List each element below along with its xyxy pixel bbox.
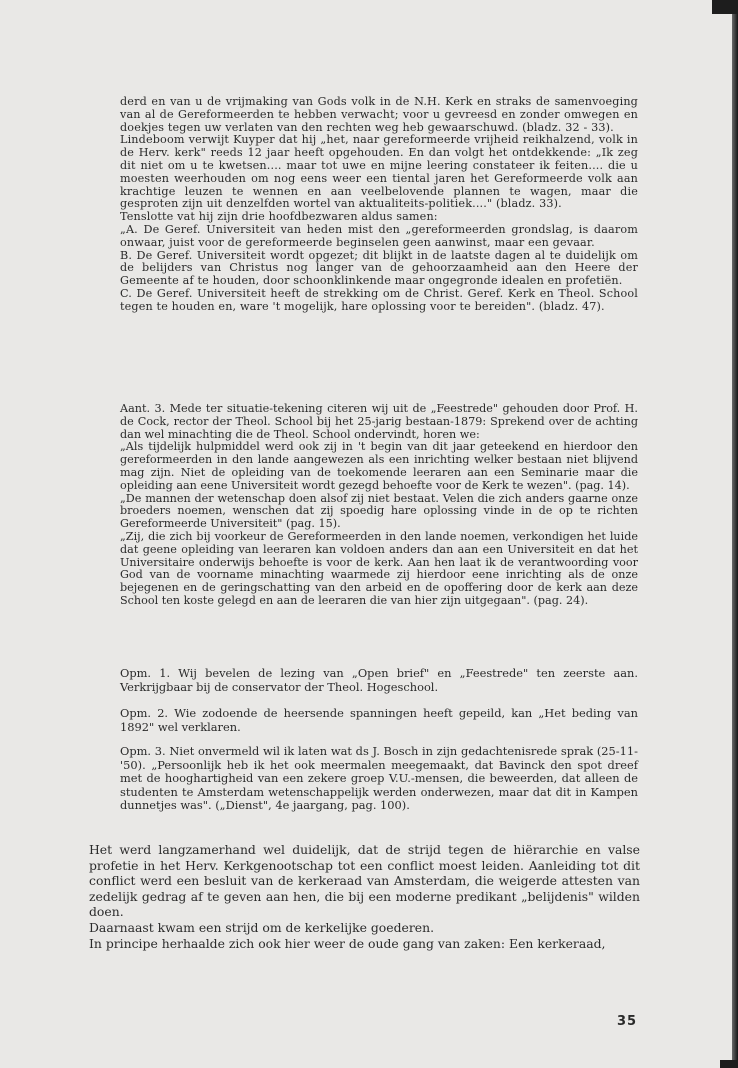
note-opm-1: Opm. 1. Wij bevelen de lezing van „Open brief" en „Feestrede" ten zeerste aan. Verkrijgbaar bij de conservator der Theol. Hogeschool.: [120, 666, 638, 694]
main-body-text: [89, 842, 640, 951]
scan-corner-bottom: [720, 1060, 738, 1068]
paragraph: „A. De Geref. Universiteit van heden mist den „gereformeerden grondslag, is daarom onwaar, juist voor de gereformeerde beginselen geen aanwinst, maar een gevaar.: [120, 222, 638, 249]
page-number: 35: [617, 1014, 638, 1029]
note-opm-2: Opm. 2. Wie zodoende de heersende spanningen heeft gepeild, kan „Het beding van 1892" wel verklaren.: [120, 706, 638, 734]
paragraph: C. De Geref. Universiteit heeft de strekking om de Christ. Geref. Kerk en Theol. School tegen te houden en, ware 't mogelijk, hare oplossing voor te bereiden". (bladz. 47).: [120, 286, 638, 313]
page-edge-shadow: [732, 0, 738, 1068]
paragraph: In principe herhaalde zich ook hier weer de oude gang van zaken: Een kerkeraad,: [89, 935, 606, 951]
paragraph: Het werd langzamerhand wel duidelijk, dat de strijd tegen de hiërarchie en valse profetie in het Herv. Kerkgenootschap tot een conflict moest leiden. Aanleiding tot dit conflict werd een besluit van de kerkeraad van Amsterdam, die weigerde attesten van zedelijk gedrag af te geven aan hen, die bij een moderne predikant „belijdenis" wilden doen.: [89, 842, 640, 920]
paragraph: B. De Geref. Universiteit wordt opgezet; dit blijkt in de laatste dagen al te duidelijk om de belijders van Christus nog langer van de gehoorzaamheid aan den Heere der Gemeente af te houden, door schoonklinkende maar ongegronde idealen en profetiën.: [120, 248, 638, 288]
paragraph: Daarnaast kwam een strijd om de kerkelijke goederen.: [89, 919, 435, 935]
paragraph: Tenslotte vat hij zijn drie hoofdbezwaren aldus samen:: [120, 210, 438, 224]
paragraph: „Zij, die zich bij voorkeur de Gereformeerden in den lande noemen, verkondigen het luide dat geene opleiding van leeraren kan voldoen anders dan aan een Universiteit en dat het Universitaire onderwijs behoefte is voor de kerk. Aan hen laat ik de verantwoording voor God van de voorname minachting waarmede zij hierdoor eene inrichting als de onze bejegenen en de geringschatting van den arbeid en de opoffering door de kerk aan deze School ten koste gelegd en aan de leeraren die van hier zijn uitgegaan". (pag. 24).: [120, 529, 638, 607]
quoted-block-lindeboom: [120, 96, 638, 314]
scan-corner-top: [712, 0, 738, 14]
paragraph: Lindeboom verwijt Kuyper dat hij „het, naar gereformeerde vrijheid reikhalzend, volk in de Herv. kerk" reeds 12 jaar heeft opgehouden. En dan volgt het ontdekkende: „Ik zeg dit niet om u te kwetsen.... maar tot uwe en mijne leering constateer ik feiten.... die u moesten weerhouden om nog eens weer een tiental jaren het Gereformeerde volk aan krachtige leuzen te wennen en aan veelbelovende plannen te wagen, maar die gesproten zijn uit denzelfden wortel van aktualiteits-politiek...." (bladz. 33).: [120, 133, 638, 211]
paragraph: „Als tijdelijk hulpmiddel werd ook zij in 't begin van dit jaar geteekend en hierdoor den gereformeerden in den lande aangewezen als een inrichting welker bestaan niet blijvend mag zijn. Niet de opleiding van de toekomende leeraren aan een Seminarie maar die opleiding aan eene Universiteit wordt gezegd behoefte voor de Kerk te wezen". (pag. 14).: [120, 440, 638, 492]
paragraph: Aant. 3. Mede ter situatie-tekening citeren wij uit de „Feestrede" gehouden door Prof. H. de Cock, rector der Theol. School bij het 25-jarig bestaan-1879: Sprekend over de achting dan wel minachting die de Theol. School ondervindt, horen we:: [120, 402, 638, 441]
paragraph: „De mannen der wetenschap doen alsof zij niet bestaat. Velen die zich anders gaarne onze broeders noemen, wenschen dat zij spoedig hare oplossing vinde in de op te richten Gereformeerde Universiteit" (pag. 15).: [120, 491, 638, 531]
note-opm-3: Opm. 3. Niet onvermeld wil ik laten wat ds J. Bosch in zijn gedachtenisrede sprak (25-11-'50). „Persoonlijk heb ik het ook meermalen meegemaakt, dat Bavinck den spot dreef met de hooghartigheid van een zekere groep V.U.-mensen, die beweerden, dat alleen de studenten te Amsterdam wetenschappelijk werden onderwezen, maar dat dit in Kampen dunnetjes was". („Dienst", 4e jaargang, pag. 100).: [120, 744, 638, 812]
annotation-3-block: [120, 403, 638, 608]
paragraph: derd en van u de vrijmaking van Gods volk in de N.H. Kerk en straks de samenvoeging van al de Gereformeerden te hebben verwacht; voor u gevreesd en zonder omwegen en doekjes tegen uw verlaten van den rechten weg heb gewaarschuwd. (bladz. 32 - 33).: [120, 95, 638, 134]
